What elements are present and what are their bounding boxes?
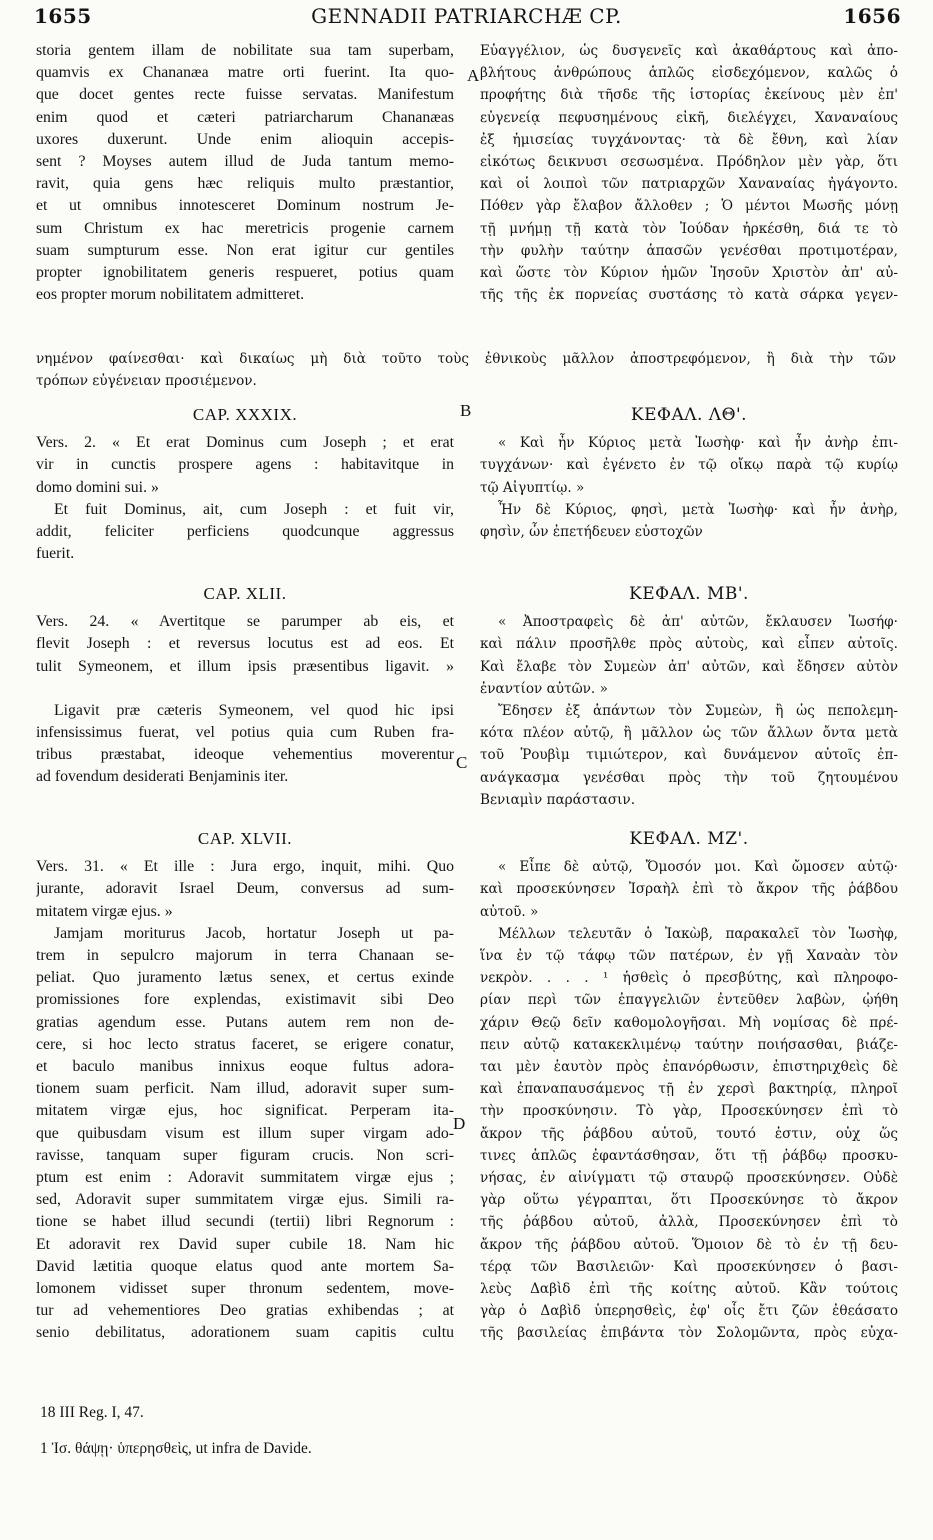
text-line: eos propter morum nobilitatem admitteret. xyxy=(36,286,305,304)
text-line: ad fovendum desiderati Benjaminis iter. xyxy=(36,768,289,786)
text-line: senio debilitatus, adorationem suam capitis cultu xyxy=(36,1324,454,1342)
chapter-heading: CAP. XLII. xyxy=(203,584,287,603)
text-line: lomonem vidisset super thronum sedentem, move- xyxy=(36,1280,454,1298)
text-line: προφήτης διὰ τῆσδε τῆς ἱστορίας ἐκείνους μὲν ἐπ' xyxy=(480,87,898,104)
margin-letter-b: B xyxy=(460,401,472,420)
text-line: Et fuit Dominus, ait, cum Joseph : et fuit vir, xyxy=(54,500,454,518)
text-line: ἐναντίον αὐτῶν. » xyxy=(480,680,608,697)
text-line: εἰκότως δεικνυσι σεσωσμένα. Πρόδηλον μὲν γὰρ, ὅτι xyxy=(480,154,898,171)
text-line: enim quod et cæteri patriarcharum Chananæas xyxy=(36,108,454,126)
text-line: αὐτοῦ. » xyxy=(480,903,539,920)
text-line: καὶ ἐπαναπαυσάμενος τῇ ἐν χερσὶ βακτηρίᾳ, πληροῖ xyxy=(480,1081,898,1098)
text-line: κότα πλέον αὐτῷ, ἢ μᾶλλον ὡς τῶν ἄλλων ὄντα μετὰ xyxy=(480,725,898,742)
text-line: χάριν Θεῷ δεῖν καθομολογῆσαι. Μὴ νομίσας δὲ πρέ- xyxy=(480,1014,898,1031)
text-line: sed, Adoravit super summitatem virgæ ejus. Simili ra- xyxy=(36,1191,454,1209)
text-line: Et adoravit rex David super cubile 18. Nam hic xyxy=(36,1235,454,1253)
greek-intro-paragraph xyxy=(480,40,898,306)
text-line: ρίαν περὶ τῶν ἐπαγγελιῶν ἐντεῦθεν λαβὼν, ᾠήθη xyxy=(480,992,898,1009)
text-line: Vers. 24. « Avertitque se parumper ab eis, et xyxy=(36,613,454,631)
text-line: καὶ ὥστε τὸν Κύριον ἡμῶν Ἰησοῦν Χριστὸν ἀπ' αὐ- xyxy=(480,265,898,282)
text-line: tribus præstabat, ideoque vehementius moverentur xyxy=(36,746,454,764)
text-line: Πόθεν γὰρ ἔλαβον ἄλλοθεν ; Ὁ μέντοι Μωσῆς μόνῃ xyxy=(480,198,898,215)
text-line: tur ad vehementiores Deo gratias exhibendas ; at xyxy=(36,1302,454,1320)
text-line: ptum est enim : Adoravit summitatem virgæ ejus ; xyxy=(36,1169,454,1187)
text-line: gratias agendum esse. Putans autem rem non de- xyxy=(36,1013,454,1031)
text-line: νήσας, ἐν αἰνίγματι τῷ σταυρῷ προσεκύνησεν. Οὐδὲ xyxy=(480,1170,898,1187)
text-line: Βενιαμὶν παράστασιν. xyxy=(480,791,636,808)
text-line: τῇ μνήμῃ τῇ κατὰ τὸν Ἰούδαν ἠρκέσθη, διά τε τὸ xyxy=(480,220,898,237)
text-line: ravit, quia gens hæc reliquis multo præstantior, xyxy=(36,175,454,193)
chapter-heading: ΚΕΦΑΛ. ΛΘ'. xyxy=(630,405,748,425)
text-line: τοῦ Ῥουβὶμ τιμιώτερον, καὶ δυνάμενον αὐτοῖς ἐπ- xyxy=(480,747,898,764)
chapter-heading: ΚΕΦΑΛ. ΜΖ'. xyxy=(629,829,749,849)
text-line: promissiones fore explendas, existimavit sibi Deo xyxy=(36,991,454,1009)
text-line: βλήτους ἀνθρώπους ἁπλῶς εἰσδεχόμενον, καλῶς ὁ xyxy=(480,65,898,82)
text-line: λεὺς Δαβὶδ ἐπὶ τῆς κοίτης αὐτοῦ. Κἂν τούτοις xyxy=(480,1281,898,1298)
margin-letter-c: C xyxy=(456,753,468,772)
text-line: Ἔδησεν ἐξ ἁπάντων τὸν Συμεὼν, ἢ ὡς πεπολεμη- xyxy=(498,703,898,720)
running-title: GENNADII PATRIARCHÆ CP. xyxy=(311,4,622,28)
text-line: tionem suam perficit. Nam illud, adoravit super sum- xyxy=(36,1080,454,1098)
text-line: ἐξ ἡμισείας τυγχάνοντας· τὰ δὲ ἔθνη, καὶ λίαν xyxy=(480,131,898,148)
text-line: « Ἀποστραφεὶς δὲ ἀπ' αὐτῶν, ἔκλαυσεν Ἰωσήφ· xyxy=(498,614,898,631)
text-line: mitatem virgæ ejus. » xyxy=(36,902,173,920)
latin-chapter-42 xyxy=(36,583,454,789)
text-line: τῆς βασιλείας ἐπιβάντα τὸν Σολομῶντα, πρὸς εὐχα- xyxy=(480,1325,898,1342)
text-line: jurante, adoravit Israel Deum, conversus ad sum- xyxy=(36,880,454,898)
text-line: que quibusdam visum est illum super virgam ado- xyxy=(36,1124,454,1142)
text-line: Καὶ ἔλαβε τὸν Συμεὼν ἀπ' αὐτῶν, καὶ ἔδησεν αὐτὸν xyxy=(480,658,898,675)
text-line: cere, si hoc lecto stratus faceret, se erigere conatur, xyxy=(36,1035,454,1053)
greek-chapter-39 xyxy=(480,404,898,543)
text-line: vir in cunctis prospere agens : habitavitque in xyxy=(36,456,454,474)
footnote-1: 1 Ἰσ. θάψῃ· ὑπερησθεὶς, ut infra de Davide. xyxy=(40,1440,312,1457)
text-line: εὐγενείᾳ πεφυσημένους εἰκῆ, διελέγχει, Χαναναίους xyxy=(480,109,898,126)
latin-intro-paragraph xyxy=(36,40,454,306)
text-line: domo domini sui. » xyxy=(36,478,159,496)
text-line: καὶ προσεκύνησεν Ἰσραὴλ ἐπὶ τὸ ἄκρον τῆς ῥάβδου xyxy=(480,881,898,898)
text-line: ἄκρον τῆς ῥάβδου αὐτοῦ. Ὅμοιον δὲ τὸ ἐν τῇ δευ- xyxy=(480,1236,898,1253)
chapter-heading: CAP. XXXIX. xyxy=(192,405,298,424)
text-line: τυγχάνων· καὶ ἐγένετο ἐν τῷ οἴκῳ παρὰ τῷ κυρίῳ xyxy=(480,457,898,474)
text-line: ανάγκασμα γενέσθαι πρὸς τὴν τοῦ ζητουμένου xyxy=(480,769,898,786)
text-line: trem in sepulcro majorum in terra Chanaan se- xyxy=(36,947,454,965)
text-line: τῆς τῆς ἐκ πορνείας συστάσης τὸ κατὰ σάρκα γεγεν- xyxy=(480,287,898,304)
text-line: νημένον φαίνεσθαι· καὶ δικαίως μὴ διὰ τοῦτο τοὺς ἐθνικοὺς μᾶλλον ἀποστρεφόμενον, ἢ διὰ τὴν τῶν xyxy=(36,351,896,367)
text-line: flevit Joseph : et reversus locutus est ad eos. Et xyxy=(36,635,454,653)
text-line: ἄκρον τῆς ῥάβδου αὐτοῦ, τουτό ἐστιν, οὐχ ὥς xyxy=(480,1125,898,1142)
greek-chapter-47 xyxy=(480,828,898,1345)
text-line: Μέλλων τελευτᾶν ὁ Ἰακὼβ, παρακαλεῖ τὸν Ἰωσὴφ, xyxy=(498,925,898,942)
text-line: quamvis ex Chananæa matre orti fuerint. Ita quo- xyxy=(36,64,454,82)
text-line: ravisse, tanquam super figuram crucis. Non scri- xyxy=(36,1146,454,1164)
text-line: et baculo manibus innixus eoque fultus adora- xyxy=(36,1058,454,1076)
margin-letter-d: D xyxy=(453,1114,466,1133)
chapter-heading: CAP. XLVII. xyxy=(197,829,293,848)
text-line: sent ? Moyses autem illud de Juda tantum memo- xyxy=(36,153,454,171)
text-line: propter ignobilitatem generis respueret, potius quam xyxy=(36,264,454,282)
text-line: uxores duxerunt. Unde enim alioquin accepis- xyxy=(36,130,454,148)
latin-chapter-47 xyxy=(36,828,454,1345)
text-line: infensissimus fuerat, vel potius quia cum Ruben fra- xyxy=(36,724,454,742)
text-line: addit, feliciter perficiens quodcunque aggressus xyxy=(36,523,454,541)
text-line: ἵνα ἐν τῷ τάφῳ τῶν πατέρων, ἐν γῇ Χαναὰν τὸν xyxy=(480,948,898,965)
text-line: Ἦν δὲ Κύριος, φησὶ, μετὰ Ἰωσὴφ· καὶ ἦν ἀνὴρ, xyxy=(498,501,898,518)
left-page-number: 1655 xyxy=(34,4,92,28)
text-line: tulit Symeonem, et illum ipsis præsentibus ligavit. » xyxy=(36,657,454,675)
footnote-18: 18 III Reg. I, 47. xyxy=(40,1404,144,1421)
text-line: τὴν φυλὴν ταύτην ἁπασῶν γενέσθαι προτιμοτέραν, xyxy=(480,242,898,259)
greek-chapter-42 xyxy=(480,583,898,811)
text-line: τῆς ῥάβδου αὐτοῦ, ἀλλὰ, Προσεκύνησεν ἐπὶ τὸ xyxy=(480,1214,898,1231)
text-line: τρόπων εὐγένειαν προσιέμενον. xyxy=(36,373,257,390)
text-line: Vers. 2. « Et erat Dominus cum Joseph ; et erat xyxy=(36,434,454,452)
text-line: suam sumpturum esse. Non erat igitur cur gentiles xyxy=(36,241,454,259)
text-line: καὶ οἱ λοιποὶ τῶν πατριαρχῶν Χαναναίας ἠγάγοντο. xyxy=(480,176,898,193)
text-line: peliat. Quo juramento lætus senex, et certus exinde xyxy=(36,969,454,987)
text-line: τὴν προσκύνησιν. Τὸ γὰρ, Προσεκύνησεν ἐπὶ τὸ xyxy=(480,1103,898,1120)
text-line: ται μὲν ἑαυτὸν πρὸς ἐπανόρθωσιν, ἐπιστηριχθεὶς δὲ xyxy=(480,1059,898,1076)
chapter-heading: ΚΕΦΑΛ. ΜΒ'. xyxy=(629,584,749,604)
text-line: tione se habet illud secundi (tertii) libri Regnorum : xyxy=(36,1213,454,1231)
text-line: Εὐαγγέλιον, ὡς δυσγενεῖς καὶ ἀκαθάρτους καὶ ἀπο- xyxy=(480,43,898,59)
text-line: « Καὶ ἦν Κύριος μετὰ Ἰωσὴφ· καὶ ἦν ἀνὴρ ἐπι- xyxy=(498,435,898,452)
text-line: καὶ πάλιν προσῆλθε πρὸς αὐτοὺς, καὶ εἶπεν αὐτοῖς. xyxy=(480,636,898,653)
margin-letter-a: A xyxy=(467,66,480,85)
text-line: γὰρ οὕτω γέγραπται, ὅτι Προσεκύνησε τὸ ἄκρον xyxy=(480,1192,898,1209)
text-line: fuerit. xyxy=(36,545,75,563)
text-line: storia gentem illam de nobilitate sua tam superbam, xyxy=(36,42,454,59)
greek-full-width-lines xyxy=(36,348,896,392)
text-line: sum Christum ex hac meretricis progenie carnem xyxy=(36,219,454,237)
text-line: mitatem virgæ ejus, hoc significat. Perperam ita- xyxy=(36,1102,454,1120)
text-line: « Εἶπε δὲ αὐτῷ, Ὄμοσόν μοι. Καὶ ὤμοσεν αὐτῷ· xyxy=(498,859,898,876)
right-page-number: 1656 xyxy=(843,4,901,28)
text-line: et ut omnibus innotesceret Dominum nostrum Je- xyxy=(36,197,454,215)
text-line: David lætitia quoque elatus quod ante mortem Sa- xyxy=(36,1257,454,1275)
text-line: Jamjam moriturus Jacob, hortatur Joseph ut pa- xyxy=(54,924,454,942)
text-line: τέρᾳ τῶν Βασιλειῶν· Καὶ προσεκύνησεν ὁ βασι- xyxy=(480,1258,898,1275)
text-line: πειν αὐτῷ κατακεκλιμένῳ ταύτην ποιήσασθαι, βιάζε- xyxy=(480,1036,898,1053)
text-line: Vers. 31. « Et ille : Jura ergo, inquit, mihi. Quo xyxy=(36,858,454,876)
text-line: τῷ Αἰγυπτίῳ. » xyxy=(480,479,585,496)
text-line: que docet gentes recte fuisse servatas. Manifestum xyxy=(36,86,454,104)
text-line: φησὶν, ὧν ἐπετήδευεν εὐστοχῶν xyxy=(480,524,703,541)
text-line: Ligavit præ cæteris Symeonem, vel quod hic ipsi xyxy=(54,701,454,719)
text-line: γὰρ ὁ Δαβὶδ ὑπερησθεὶς, ἐφ' οἷς ἔτι ζῶν ἐθεάσατο xyxy=(480,1303,898,1320)
text-line: τινες ἁπλῶς ἐφαντάσθησαν, ὅτι τῇ ῥάβδῳ προσκυ- xyxy=(480,1147,898,1164)
text-line: νεκρὸν. . . . ¹ ἡσθεὶς ὁ πρεσβύτης, καὶ πληροφο- xyxy=(480,970,898,987)
latin-chapter-39 xyxy=(36,404,454,565)
